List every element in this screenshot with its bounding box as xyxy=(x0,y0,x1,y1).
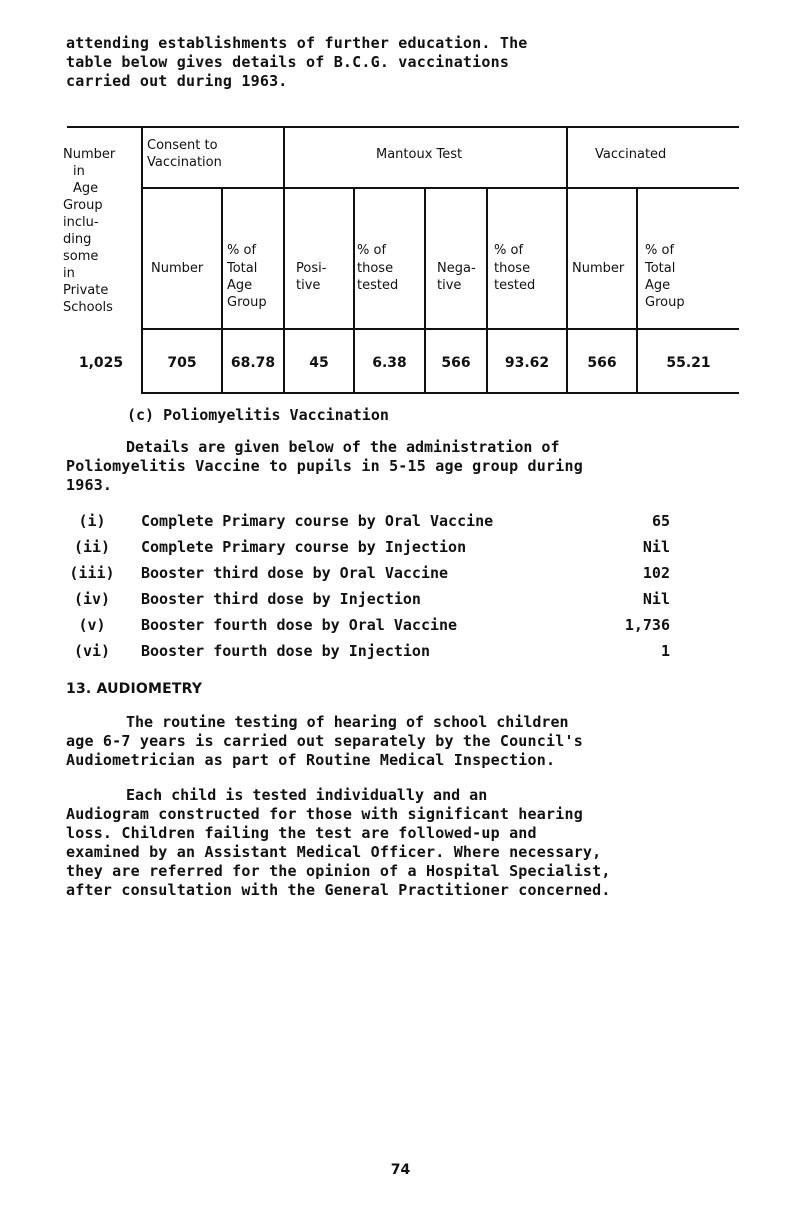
list-item-text: Booster third dose by Oral Vaccine xyxy=(141,564,449,582)
audiometry-para2-line-6: after consultation with the General Practitioner concerned. xyxy=(66,881,611,899)
audiometry-para2-line-4: examined by an Assistant Medical Officer. Where necessary, xyxy=(66,843,602,861)
list-item-index: (v) xyxy=(78,616,106,634)
sub-vacc-number: Number xyxy=(572,261,625,276)
consent-header-0: Consent to xyxy=(147,138,218,153)
section-c-title: (c) Poliomyelitis Vaccination xyxy=(127,406,389,424)
sub-pct-total-2: Age xyxy=(227,278,253,293)
row-value-4: 6.38 xyxy=(372,355,407,371)
sub-vacc-pct-1: Total xyxy=(645,261,676,276)
intro-line-2: table below gives details of B.C.G. vaccinations xyxy=(66,53,510,71)
header-col1-3: Group xyxy=(63,198,103,213)
row-value-8: 55.21 xyxy=(666,355,711,371)
list-item xyxy=(66,538,670,560)
row-value-3: 45 xyxy=(309,355,329,371)
header-col1-0: Number xyxy=(63,147,116,162)
list-item xyxy=(66,590,670,612)
page-number: 74 xyxy=(390,1162,411,1178)
consent-header-1: Vaccination xyxy=(147,155,222,170)
sub-vacc-pct-0: % of xyxy=(645,243,675,258)
intro-line-3: carried out during 1963. xyxy=(66,72,288,90)
sub-pct-total-3: Group xyxy=(227,295,267,310)
vaccinated-header: Vaccinated xyxy=(595,147,667,162)
sub-pct-total-0: % of xyxy=(227,243,257,258)
sub-pct-neg-2: tested xyxy=(494,278,536,293)
audiometry-para1-line-1: The routine testing of hearing of school children xyxy=(126,713,569,731)
sub-positive-0: Posi- xyxy=(296,261,327,276)
list-item-index: (i) xyxy=(78,512,106,530)
list-item-index: (ii) xyxy=(73,538,111,556)
section-c-line-3: 1963. xyxy=(66,476,113,494)
list-item-value: Nil xyxy=(642,590,670,608)
row-value-6: 93.62 xyxy=(504,355,550,371)
audiometry-para2-line-2: Audiogram constructed for those with significant hearing xyxy=(66,805,583,823)
row-value-0: 1,025 xyxy=(78,355,124,371)
list-item-text: Complete Primary course by Oral Vaccine xyxy=(141,512,494,530)
row-value-1: 705 xyxy=(167,355,197,371)
sub-pct-pos-0: % of xyxy=(357,243,387,258)
list-item xyxy=(66,642,670,664)
header-col1-5: ding xyxy=(63,232,92,247)
list-item-value: 1 xyxy=(660,642,670,660)
header-col1-1: in xyxy=(73,164,85,179)
section-13-title: 13. AUDIOMETRY xyxy=(66,681,203,697)
list-item-value: 65 xyxy=(651,512,670,530)
sub-number: Number xyxy=(151,261,204,276)
list-item-text: Booster third dose by Injection xyxy=(141,590,421,608)
audiometry-para2-line-3: loss. Children failing the test are followed-up and xyxy=(66,824,537,842)
row-value-2: 68.78 xyxy=(230,355,276,371)
bcg-table xyxy=(63,126,739,394)
header-col1-4: inclu- xyxy=(63,215,99,230)
list-item-index: (iii) xyxy=(69,564,115,582)
list-item-text: Booster fourth dose by Injection xyxy=(141,642,430,660)
sub-pct-pos-2: tested xyxy=(357,278,399,293)
row-value-5: 566 xyxy=(441,355,471,371)
intro-line-1: attending establishments of further education. The xyxy=(66,34,528,52)
list-item-text: Booster fourth dose by Oral Vaccine xyxy=(141,616,458,634)
row-value-7: 566 xyxy=(587,355,617,371)
list-item-value: 102 xyxy=(642,564,670,582)
audiometry-para1-line-2: age 6-7 years is carried out separately by the Council's xyxy=(66,732,583,750)
audiometry-para2-line-5: they are referred for the opinion of a Hospital Specialist, xyxy=(66,862,611,880)
mantoux-header: Mantoux Test xyxy=(376,147,463,162)
list-item xyxy=(66,512,670,534)
list-item-value: 1,736 xyxy=(624,616,670,634)
sub-pct-neg-1: those xyxy=(494,261,531,276)
header-col1-2: Age xyxy=(73,181,99,196)
audiometry-para2-line-1: Each child is tested individually and an xyxy=(126,786,488,804)
sub-positive-1: tive xyxy=(296,278,321,293)
header-col1-8: Private xyxy=(63,283,109,298)
header-col1-9: Schools xyxy=(63,300,113,315)
section-c-line-1: Details are given below of the administration of xyxy=(126,438,560,456)
section-c-line-2: Poliomyelitis Vaccine to pupils in 5-15 age group during xyxy=(66,457,583,475)
header-col1-6: some xyxy=(63,249,99,264)
sub-vacc-pct-2: Age xyxy=(645,278,671,293)
list-item-value: Nil xyxy=(642,538,670,556)
list-item xyxy=(66,564,670,586)
sub-pct-neg-0: % of xyxy=(494,243,524,258)
sub-negative-0: Nega- xyxy=(437,261,476,276)
list-item-index: (iv) xyxy=(73,590,111,608)
header-col1-7: in xyxy=(63,266,75,281)
sub-vacc-pct-3: Group xyxy=(645,295,685,310)
sub-negative-1: tive xyxy=(437,278,462,293)
sub-pct-pos-1: those xyxy=(357,261,394,276)
audiometry-para1-line-3: Audiometrician as part of Routine Medical Inspection. xyxy=(66,751,556,769)
sub-pct-total-1: Total xyxy=(227,261,258,276)
list-item-index: (vi) xyxy=(73,642,111,660)
list-item xyxy=(66,616,670,638)
list-item-text: Complete Primary course by Injection xyxy=(141,538,467,556)
